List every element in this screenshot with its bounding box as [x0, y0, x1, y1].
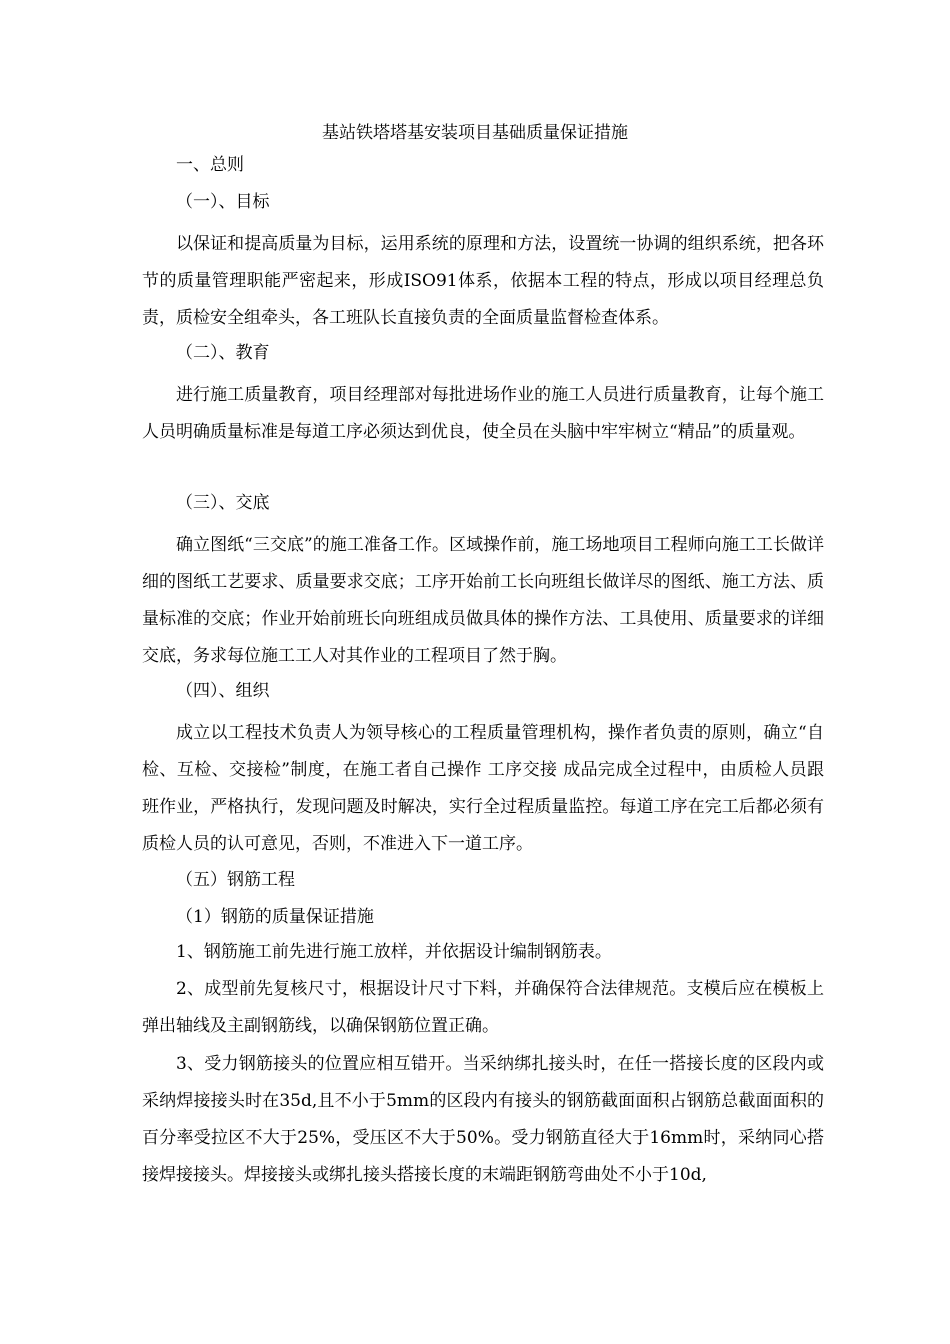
- document-title: 基站铁塔塔基安装项目基础质量保证措施: [322, 123, 628, 143]
- paragraph-goal: 以保证和提高质量为目标，运用系统的原理和方法，设置统一协调的组织系统，把各环节的质量管理职能严密起来，形成ISO91体系，依据本工程的特点，形成以项目经理总负责，质检安全组牵头，各工班队长直接负责的全面质量监督检查体系。: [142, 234, 824, 328]
- subheading-goal: （一）、目标: [176, 192, 270, 212]
- subheading-rebar-quality: （1）钢筋的质量保证措施: [176, 907, 374, 927]
- paragraph-organization: 成立以工程技术负责人为领导核心的工程质量管理机构，操作者负责的原则，确立“自检、互检、交接检”制度，在施工者自己操作 工序交接 成品完成全过程中，由质检人员跟班作业，严格执行，发现问题及时解决，实行全过程质量监控。每道工序在完工后都必须有质检人员的认可意见，否则，不准进入下一道工序。: [142, 723, 824, 854]
- paragraph-education: 进行施工质量教育，项目经理部对每批进场作业的施工人员进行质量教育，让每个施工人员明确质量标准是每道工序必须达到优良，使全员在头脑中牢牢树立“精品”的质量观。: [142, 385, 824, 442]
- paragraph-briefing: 确立图纸“三交底”的施工准备工作。区域操作前，施工场地项目工程师向施工工长做详细的图纸工艺要求、质量要求交底；工序开始前工长向班组长做详尽的图纸、施工方法、质量标准的交底；作业开始前班长向班组成员做具体的操作方法、工具使用、质量要求的详细交底，务求每位施工工人对其作业的工程项目了然于胸。: [142, 535, 824, 666]
- list-item-1: 1、钢筋施工前先进行施工放样，并依据设计编制钢筋表。: [176, 942, 612, 962]
- subheading-organization: （四）、组织: [176, 681, 270, 701]
- subheading-briefing: （三）、交底: [176, 493, 270, 513]
- list-item-3: 3、受力钢筋接头的位置应相互错开。当采纳绑扎接头时，在任一搭接长度的区段内或采纳焊接接头时在35d,且不小于5mm的区段内有接头的钢筋截面面积占钢筋总截面面积的百分率受拉区不大于25%，受压区不大于50%。受力钢筋直径大于16mm时，采纳同心搭接焊接接头。焊接接头或绑扎接头搭接长度的末端距钢筋弯曲处不小于10d,: [142, 1054, 824, 1185]
- subheading-rebar-works: （五）钢筋工程: [176, 870, 295, 890]
- section-heading-general: 一、总则: [176, 155, 244, 175]
- list-item-2: 2、成型前先复核尺寸，根据设计尺寸下料，并确保符合法律规范。支模后应在模板上弹出轴线及主副钢筋线，以确保钢筋位置正确。: [142, 979, 824, 1036]
- subheading-education: （二）、教育: [176, 343, 270, 363]
